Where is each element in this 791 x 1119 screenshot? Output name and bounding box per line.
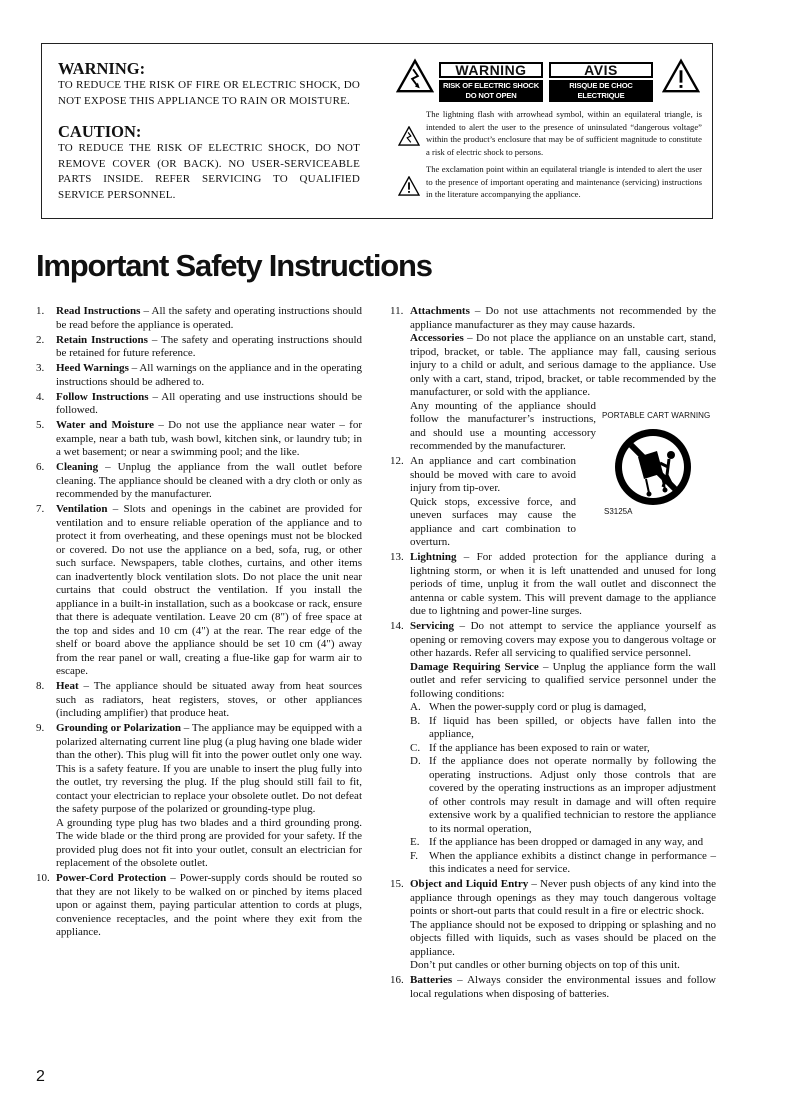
condition-item: C. If the appliance has been exposed to rain or water, bbox=[410, 741, 650, 754]
instruction-item-8: 8. Heat – The appliance should be situated away from heat sources such as radiators, heat registers, stoves, or other appliances (including amplifier) that produce heat. bbox=[36, 680, 362, 719]
small-lightning-triangle-icon bbox=[398, 126, 420, 146]
instruction-item-15: 15. Object and Liquid Entry – Never push objects of any kind into the appliance through openings as they may touch dangerous voltage points or short-out parts that could result in a fire or electric shock. The appliance should not be exposed to dripping or splashing and no objects filled with liquids, such as vases should be placed on the appliance. Don’t put candles or other burning objects on top of this unit. bbox=[390, 878, 716, 971]
exclamation-triangle-icon bbox=[662, 58, 700, 94]
lightning-triangle-icon bbox=[396, 58, 434, 94]
lightning-description: The lightning flash with arrowhead symbol, within an equilateral triangle, is intended to alert the user to the presence of uninsulated “dangerous voltage” within the product’s enclosure that may be of sufficient magnitude to constitute a risk of electric shock to persons. bbox=[426, 109, 702, 157]
caution-heading: CAUTION: bbox=[58, 122, 142, 142]
warning-text: TO REDUCE THE RISK OF FIRE OR ELECTRIC SHOCK, DO NOT EXPOSE THIS APPLIANCE TO RAIN OR MOISTURE. bbox=[58, 79, 360, 107]
cart-code: S3125A bbox=[604, 507, 633, 516]
condition-item: F. When the appliance exhibits a distinct change in performance – this indicates a need for service. bbox=[410, 849, 716, 875]
service-conditions-list bbox=[410, 701, 716, 877]
instruction-item-7: 7. Ventilation – Slots and openings in the cabinet are provided for ventilation and to ensure reliable operation of the appliance and to protect it from overheating, and these openings must not be blocked or covered. Do not use the appliance on a bed, sofa, rug, or other such surface. Newspapers, table clothes, curtains, and other items can inadvertently block ventilation slots. Do not place the unit near curtains that could obstruct the ventilation. If you install the appliance in a built-in installation, such as a bookcase or rack, ensure that there is adequate ventilation. Leave 20 cm (8") of free space at the top and sides and 10 cm (4") at the rear. The rear edge of the shelf or board above the appliance should be set 10 cm (4") away from the rear panel or wall, creating a flue-like gap for warm air to escape. bbox=[36, 503, 362, 677]
instruction-item-3: 3. Heed Warnings – All warnings on the appliance and in the operating instructions should be adhered to. bbox=[36, 362, 362, 388]
warning-caution-text bbox=[58, 60, 360, 204]
instruction-item-13: 13. Lightning – For added protection for the appliance during a lightning storm, or when it is left unattended and unused for long periods of time, unplug it from the wall outlet and disconnect the antenna or cable system. This will prevent damage to the appliance due to lightning and power-line surges. bbox=[390, 551, 716, 617]
instruction-item-5: 5. Water and Moisture – Do not use the appliance near water – for example, near a bath tub, wash bowl, kitchen sink, or laundry tub; in a wet basement; or near a swimming pool; and the like. bbox=[36, 419, 362, 458]
avis-label: AVIS RISQUE DE CHOC ELECTRIQUE NE PAS OUVRIR bbox=[549, 62, 653, 102]
page-number: 2 bbox=[36, 1068, 45, 1085]
instruction-item-12: 12. An appliance and cart combination should be moved with care to avoid injury from tip-over. Quick stops, excessive force, and uneven surfaces may cause the appliance and cart combination to overturn. bbox=[390, 455, 576, 548]
right-column bbox=[390, 305, 716, 1003]
small-exclamation-triangle-icon bbox=[398, 176, 420, 196]
warning-heading: WARNING: bbox=[58, 59, 146, 78]
instruction-item-10: 10. Power-Cord Protection – Power-supply cords should be routed so that they are not likely to be walked on or pinched by items placed upon or against them, paying particular attention to cords at plugs, convenience receptacles, and the point where they exit from the appliance. bbox=[36, 872, 362, 938]
cart-warning-label: PORTABLE CART WARNING bbox=[602, 411, 711, 420]
instruction-item-9: 9. Grounding or Polarization – The appliance may be equipped with a polarized alternating current line plug (a plug having one blade wider than the other). This plug will fit into the power outlet only one way. This is a safety feature. If you are unable to insert the plug fully into the outlet, try reversing the plug. If the plug should still fail to fit, contact your electrician to replace your obsolete outlet. Do not defeat the safety purpose of the polarized or grounding-type plug. A grounding type plug has two blades and a third grounding prong. The wide blade or the third prong are provided for your safety. If the provided plug does not fit into your outlet, consult an electrician for replacement of the obsolete outlet. bbox=[36, 722, 362, 869]
warning-box bbox=[41, 43, 713, 219]
caution-text: TO REDUCE THE RISK OF ELECTRIC SHOCK, DO NOT REMOVE COVER (OR BACK). NO USER-SERVICEABLE PARTS INSIDE. REFER SERVICING TO QUALIFIED SERVICE PERSONNEL. bbox=[58, 142, 360, 201]
exclamation-description: The exclamation point within an equilateral triangle is intended to alert the user to the presence of important operating and maintenance (servicing) instructions in the literature accompanying the appliance. bbox=[426, 164, 702, 200]
condition-item: B. If liquid has been spilled, or objects have fallen into the appliance, bbox=[410, 714, 716, 740]
portable-cart-warning bbox=[602, 411, 717, 517]
instruction-item-11: 11. Attachments – Do not use attachments not recommended by the appliance manufacturer as they may cause hazards. Accessories – Do not place the appliance on an unstable cart, stand, tripod, bracket, or table. The appliance may fall, causing serious injury to a child or adult, and serious damage to the appliance. Use only with a cart, stand, tripod, bracket, or table recommended by the manufacturer, or sold with the appliance. Any mounting of the appliance should follow the manufacturer’s instructions, and should use a mounting accessory recommended by the manufacturer. bbox=[390, 305, 716, 452]
symbol-panel bbox=[394, 56, 702, 214]
cart-tip-over-icon bbox=[613, 427, 693, 507]
instruction-item-6: 6. Cleaning – Unplug the appliance from the wall outlet before cleaning. The appliance should be cleaned with a dry cloth or only as recommended by the manufacturer. bbox=[36, 461, 362, 500]
instruction-item-1: 1. Read Instructions – All the safety and operating instructions should be read before the appliance is operated. bbox=[36, 305, 362, 331]
instruction-item-16: 16. Batteries – Always consider the environmental issues and follow local regulations when disposing of batteries. bbox=[390, 974, 716, 1000]
page-title: Important Safety Instructions bbox=[36, 248, 432, 283]
shock-labels bbox=[439, 62, 655, 110]
left-column bbox=[36, 305, 362, 941]
condition-item: A. When the power-supply cord or plug is damaged, bbox=[410, 701, 647, 713]
condition-item: D. If the appliance does not operate normally by following the operating instructions. Adjust only those controls that are covered by the operating instructions as an improper adjustment of other controls may result in damage and will often require extensive work by a qualified technician to restore the appliance to its normal operation, bbox=[410, 755, 716, 835]
warning-label: WARNING RISK OF ELECTRIC SHOCK DO NOT OPEN bbox=[439, 62, 543, 102]
instruction-item-2: 2. Retain Instructions – The safety and operating instructions should be retained for future reference. bbox=[36, 333, 362, 359]
instruction-item-14: 14. Servicing – Do not attempt to service the appliance yourself as opening or removing covers may expose you to dangerous voltage or other hazards. Refer all servicing to qualified service personnel. Damage Requiring Service – Unplug the appliance form the wall outlet and refer servicing to qualified service personnel under the following conditions: A. When the power-supply cord or plug is damaged, B. If liquid has been spilled, or objects have fallen into the appliance, C. If the appliance has been exposed to rain or water, D. If the appliance does not operate normally by following the operating instructions. Adjust only those controls that are covered by the operating instructions as an improper adjustment of other controls may result in damage and will often require extensive work by a qualified technician to restore the appliance to its normal operation, E. If the appliance has been dropped or damaged in any way, and F. When the appliance exhibits a distinct change in performance – this indicates a need for service. bbox=[390, 620, 716, 875]
instruction-item-4: 4. Follow Instructions – All operating and use instructions should be followed. bbox=[36, 390, 362, 416]
condition-item: E. If the appliance has been dropped or damaged in any way, and bbox=[410, 836, 704, 848]
